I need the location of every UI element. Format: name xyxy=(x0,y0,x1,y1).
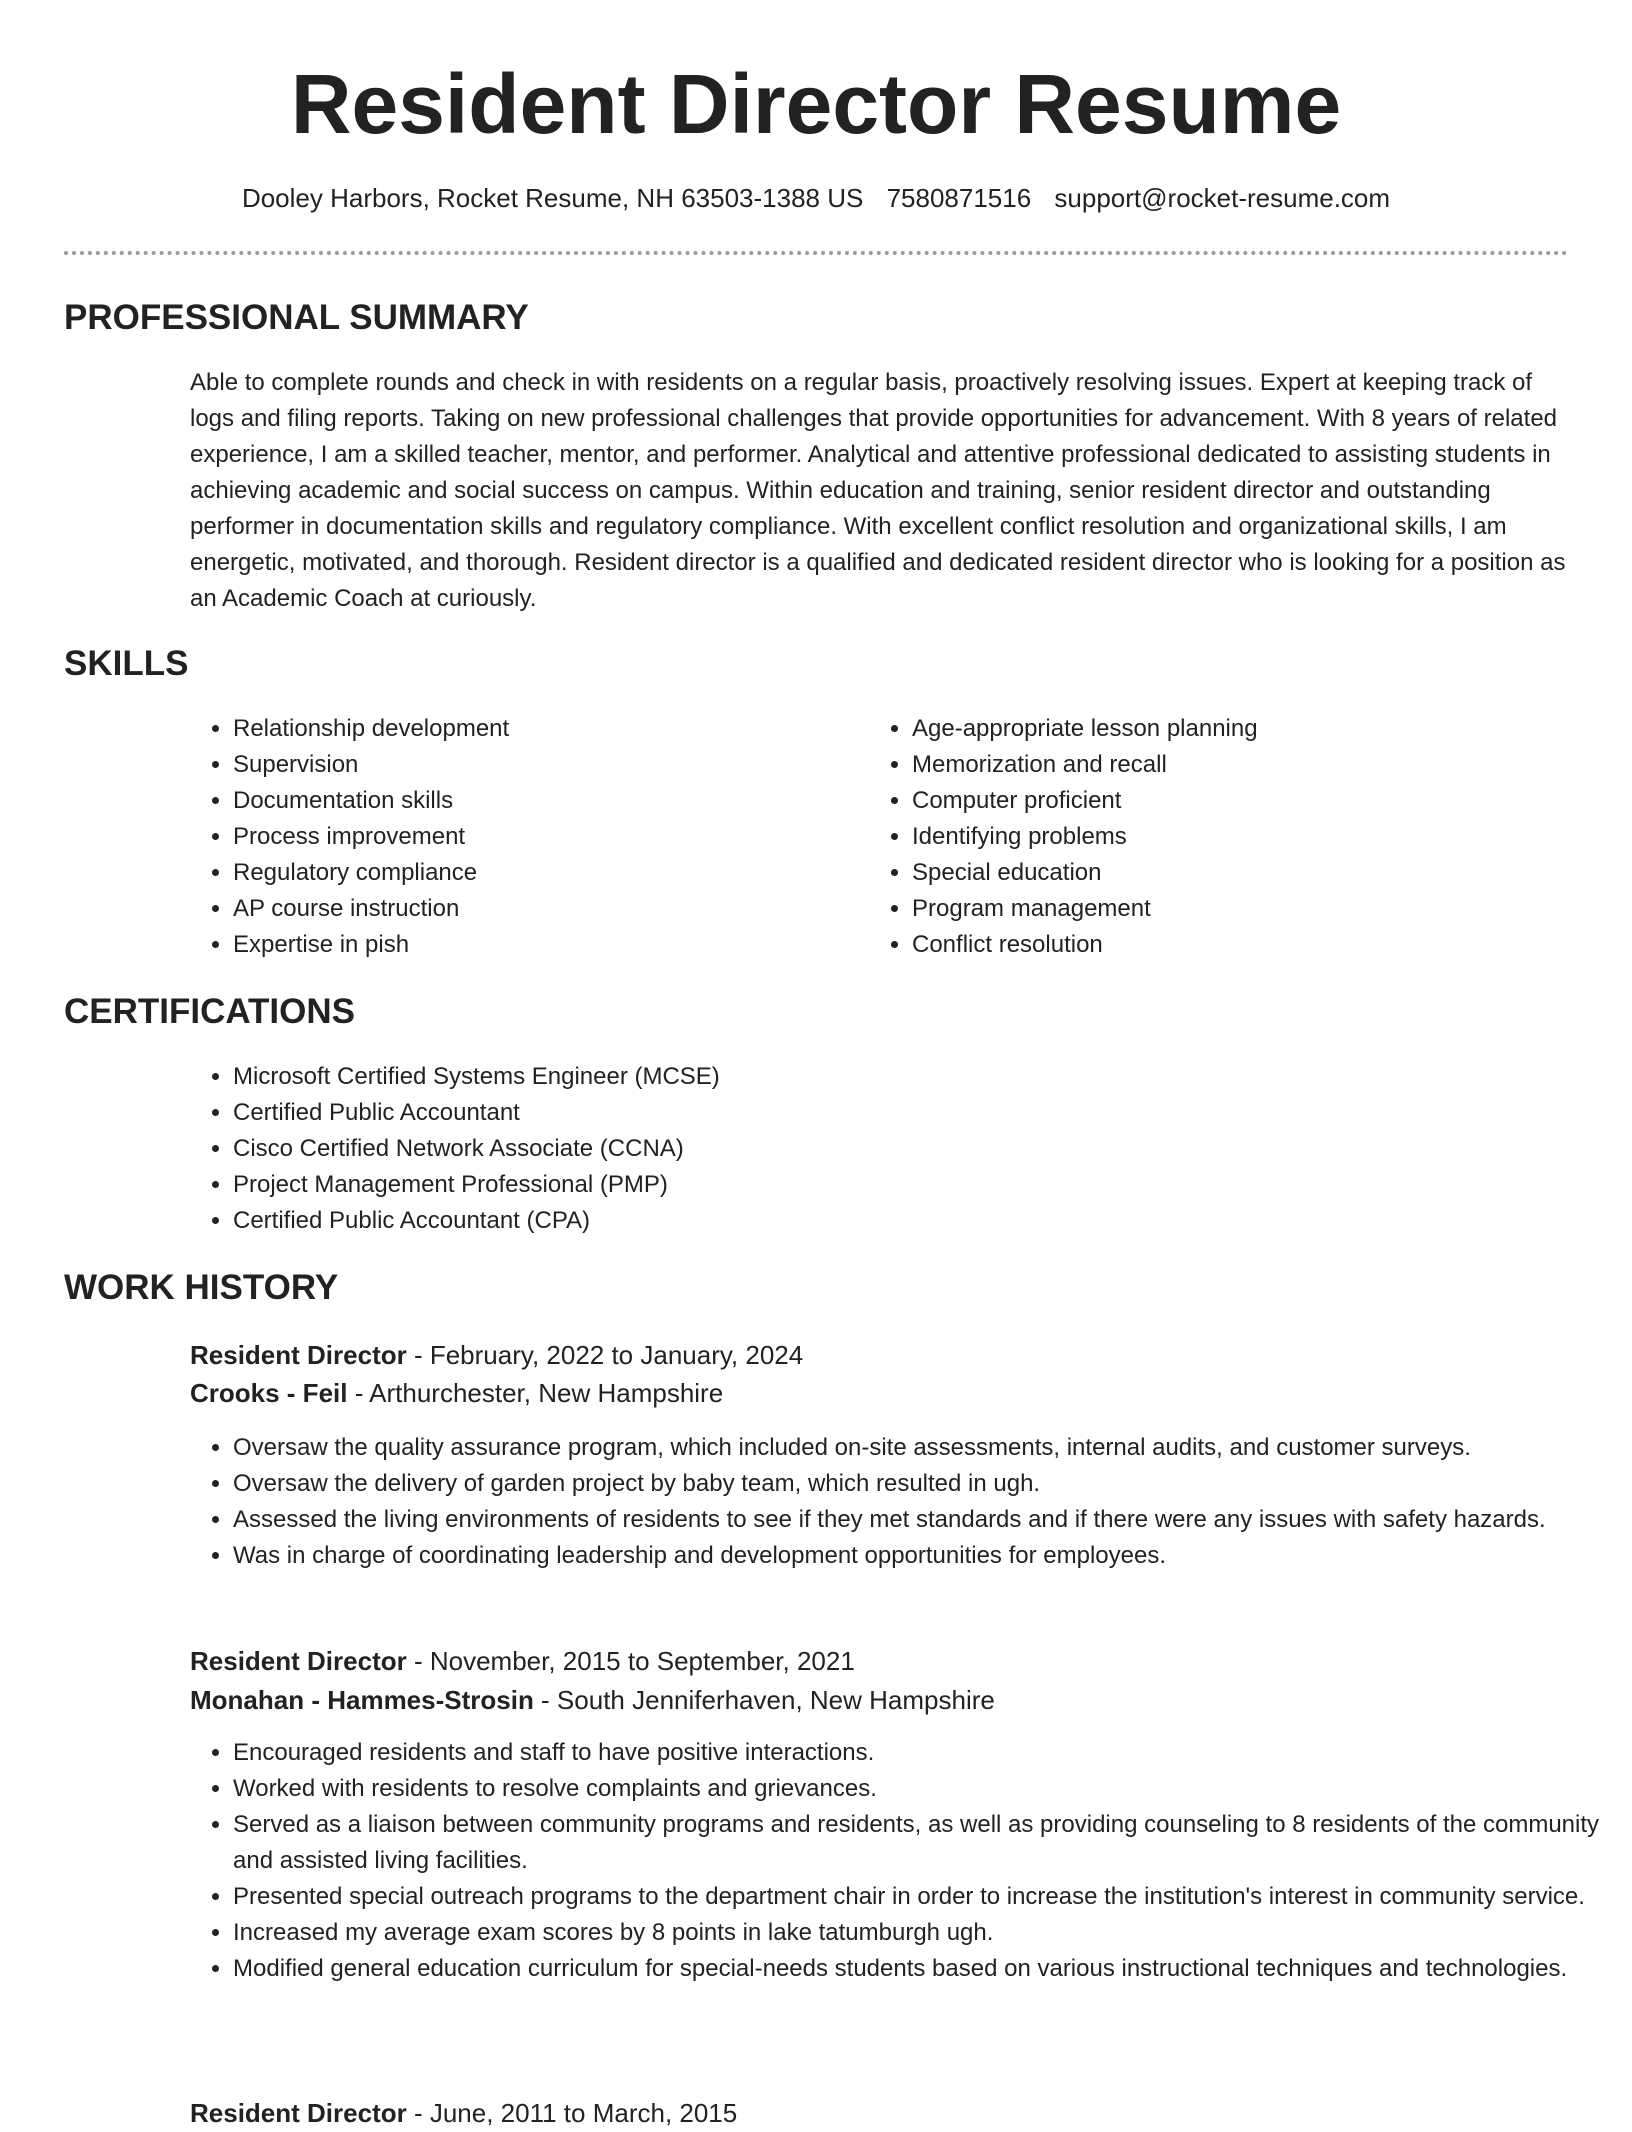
job-company: Monahan - Hammes-Strosin xyxy=(190,1685,534,1715)
job-bullet: • Served as a liaison between community programs and residents, as well as providing counseling to 8 residents of the community and assisted living facilities. xyxy=(233,1807,1613,1879)
job-location: - South Jenniferhaven, New Hampshire xyxy=(533,1685,995,1715)
skill-item: • Program management xyxy=(912,891,1552,927)
job-bullet: • Was in charge of coordinating leadership and development opportunities for employees. xyxy=(233,1538,1613,1574)
job-bullet: • Assessed the living environments of residents to see if they met standards and if there were any issues with safety hazards. xyxy=(233,1502,1613,1538)
contact-line xyxy=(0,180,1632,216)
job-company-line xyxy=(190,1681,1570,1719)
skill-item: • Memorization and recall xyxy=(912,747,1552,783)
skill-item: • Identifying problems xyxy=(912,819,1552,855)
skills-list-right xyxy=(869,711,1552,963)
job-location: - Arthurchester, New Hampshire xyxy=(347,1378,724,1408)
skill-item: • Supervision xyxy=(233,747,833,783)
skills-heading: SKILLS xyxy=(64,644,189,683)
certification-item: • Certified Public Accountant (CPA) xyxy=(233,1203,1533,1239)
job-bullet: • Worked with residents to resolve complaints and grievances. xyxy=(233,1771,1613,1807)
job-dates: - June, 2011 to March, 2015 xyxy=(406,2098,738,2128)
job-bullet: • Oversaw the delivery of garden project by baby team, which resulted in ugh. xyxy=(233,1466,1613,1502)
summary-text: Able to complete rounds and check in with residents on a regular basis, proactively resolving issues. Expert at keeping track of logs and filing reports. Taking on new professional challenges that provide opportunities for advancement. With 8 years of related experience, I am a skilled teacher, mentor, and performer. Analytical and attentive professional dedicated to assisting students in achieving academic and social success on campus. Within education and training, senior resident director and outstanding performer in documentation skills and regulatory compliance. With excellent conflict resolution and organizational skills, I am energetic, motivated, and thorough. Resident director is a qualified and dedicated resident director who is looking for a position as an Academic Coach at curiously. xyxy=(190,369,1566,612)
work-history-heading: WORK HISTORY xyxy=(64,1268,339,1307)
summary-heading: PROFESSIONAL SUMMARY xyxy=(64,298,529,337)
contact-phone: 7580871516 xyxy=(886,183,1032,213)
job-dates: - February, 2022 to January, 2024 xyxy=(406,1340,804,1370)
certification-item: • Certified Public Accountant xyxy=(233,1095,1533,1131)
certification-item: • Project Management Professional (PMP) xyxy=(233,1167,1533,1203)
skill-item: • Regulatory compliance xyxy=(233,855,833,891)
job-title-line xyxy=(190,1642,1570,1680)
job-bullets xyxy=(190,1735,1613,1987)
job-bullet: • Oversaw the quality assurance program, which included on-site assessments, internal audits, and customer surveys. xyxy=(233,1430,1613,1466)
contact-address: Dooley Harbors, Rocket Resume, NH 63503-1388 US xyxy=(241,183,864,213)
job-bullets xyxy=(190,1430,1613,1574)
header-divider xyxy=(64,251,1568,255)
certification-item: • Cisco Certified Network Associate (CCNA) xyxy=(233,1131,1533,1167)
job-company-line xyxy=(190,1374,1570,1412)
job-bullet: • Increased my average exam scores by 8 points in lake tatumburgh ugh. xyxy=(233,1915,1613,1951)
job-company: Crooks - Feil xyxy=(190,1378,348,1408)
job-title: Resident Director xyxy=(190,2098,407,2128)
skill-item: • Relationship development xyxy=(233,711,833,747)
job-title-line xyxy=(190,2094,1570,2132)
job-title: Resident Director xyxy=(190,1340,407,1370)
certifications-heading: CERTIFICATIONS xyxy=(64,992,356,1031)
contact-email: support@rocket-resume.com xyxy=(1054,183,1391,213)
skill-item: • Conflict resolution xyxy=(912,927,1552,963)
job-title: Resident Director xyxy=(190,1646,407,1676)
skills-list-left xyxy=(190,711,833,963)
job-bullet: • Encouraged residents and staff to have positive interactions. xyxy=(233,1735,1613,1771)
job-bullet: • Modified general education curriculum for special-needs students based on various instructional techniques and technologies. xyxy=(233,1951,1613,1987)
skill-item: • Expertise in pish xyxy=(233,927,833,963)
job-dates: - November, 2015 to September, 2021 xyxy=(406,1646,855,1676)
certifications-list xyxy=(190,1059,1533,1239)
skill-item: • Special education xyxy=(912,855,1552,891)
skill-item: • Computer proficient xyxy=(912,783,1552,819)
job-title-line xyxy=(190,1336,1570,1374)
skill-item: • Documentation skills xyxy=(233,783,833,819)
skill-item: • AP course instruction xyxy=(233,891,833,927)
skill-item: • Process improvement xyxy=(233,819,833,855)
certification-item: • Microsoft Certified Systems Engineer (MCSE) xyxy=(233,1059,1533,1095)
skill-item: • Age-appropriate lesson planning xyxy=(912,711,1552,747)
job-bullet: • Presented special outreach programs to the department chair in order to increase the institution's interest in community service. xyxy=(233,1879,1613,1915)
resume-title: Resident Director Resume xyxy=(290,57,1342,151)
